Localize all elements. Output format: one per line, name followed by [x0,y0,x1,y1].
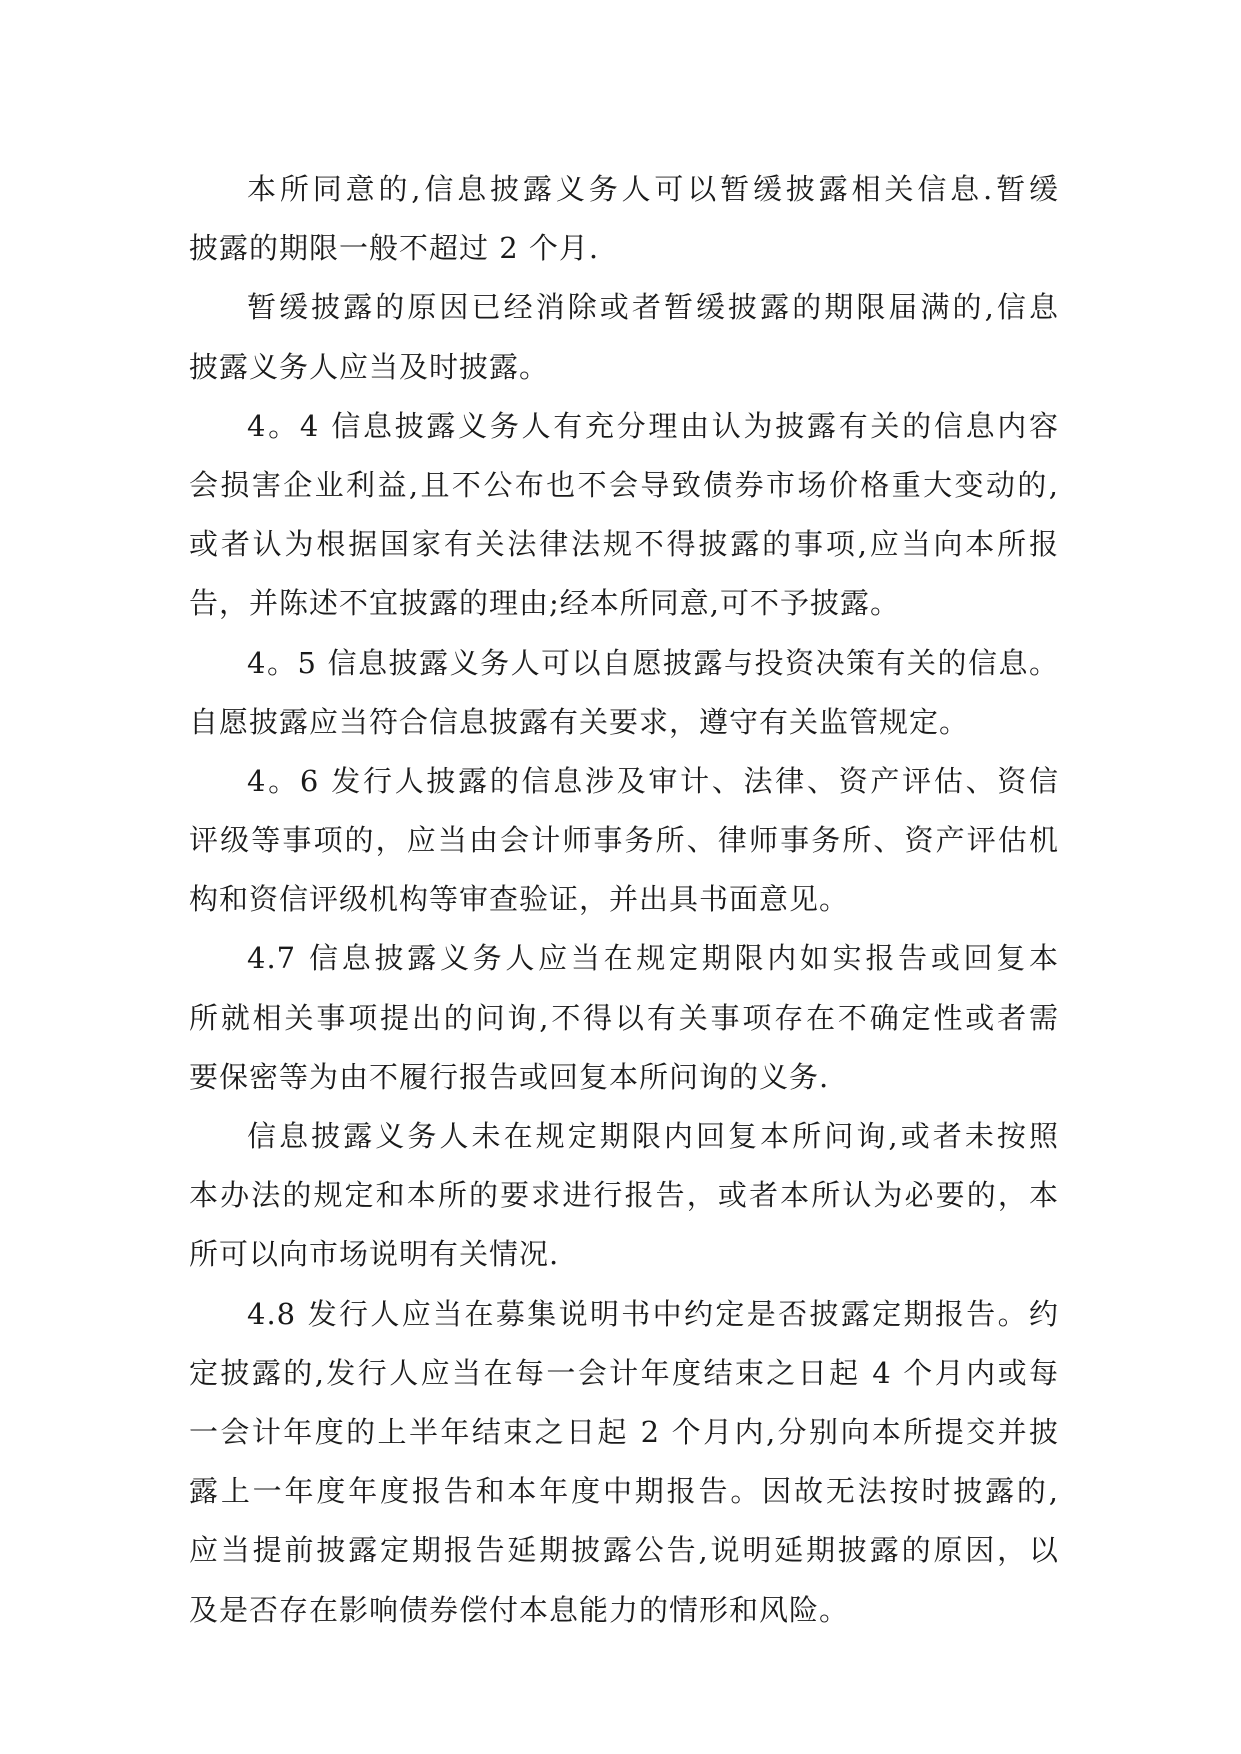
paragraph-line: 评级等事项的，应当由会计师事务所、律师事务所、资产评估机 [189,823,1059,858]
paragraph-line: 定披露的,发行人应当在每一会计年度结束之日起 4 个月内或每 [189,1355,1059,1390]
paragraph-line: 一会计年度的上半年结束之日起 2 个月内,分别向本所提交并披 [189,1414,1059,1449]
paragraph-line: 所就相关事项提出的问询,不得以有关事项存在不确定性或者需 [189,1000,1059,1035]
paragraph-line: 所可以向市场说明有关情况. [189,1237,560,1272]
paragraph-line: 自愿披露应当符合信息披露有关要求，遵守有关监管规定。 [189,704,970,739]
paragraph-first-line: 4。6 发行人披露的信息涉及审计、法律、资产评估、资信 [247,763,1059,798]
paragraph-first-line: 本所同意的,信息披露义务人可以暂缓披露相关信息.暂缓 [247,172,1059,206]
paragraph-line: 告，并陈述不宜披露的理由;经本所同意,可不予披露。 [189,586,900,621]
paragraph-line: 会损害企业利益,且不公布也不会导致债券市场价格重大变动的, [189,467,1059,502]
paragraph-first-line: 4。5 信息披露义务人可以自愿披露与投资决策有关的信息。 [247,645,1059,680]
paragraph-first-line: 4。4 信息披露义务人有充分理由认为披露有关的信息内容 [247,408,1059,443]
paragraph-first-line: 暂缓披露的原因已经消除或者暂缓披露的期限届满的,信息 [247,290,1059,325]
paragraph-line: 构和资信评级机构等审查验证，并出具书面意见。 [189,882,850,917]
paragraph-line: 披露义务人应当及时披露。 [189,349,550,384]
paragraph-line: 应当提前披露定期报告延期披露公告,说明延期披露的原因，以 [189,1533,1059,1568]
paragraph-line: 披露的期限一般不超过 2 个月. [189,231,600,266]
paragraph-line: 或者认为根据国家有关法律法规不得披露的事项,应当向本所报 [189,527,1059,562]
paragraph-line: 露上一年度年度报告和本年度中期报告。因故无法按时披露的, [189,1474,1059,1509]
paragraph-line: 及是否存在影响债券偿付本息能力的情形和风险。 [189,1592,850,1627]
document-body [189,160,1059,1640]
paragraph-first-line: 4.8 发行人应当在募集说明书中约定是否披露定期报告。约 [247,1296,1059,1331]
paragraph-first-line: 信息披露义务人未在规定期限内回复本所问询,或者未按照 [247,1119,1059,1153]
paragraph-first-line: 4.7 信息披露义务人应当在规定期限内如实报告或回复本 [247,941,1059,976]
paragraph-line: 要保密等为由不履行报告或回复本所问询的义务. [189,1059,830,1094]
paragraph-line: 本办法的规定和本所的要求进行报告，或者本所认为必要的，本 [189,1178,1059,1213]
